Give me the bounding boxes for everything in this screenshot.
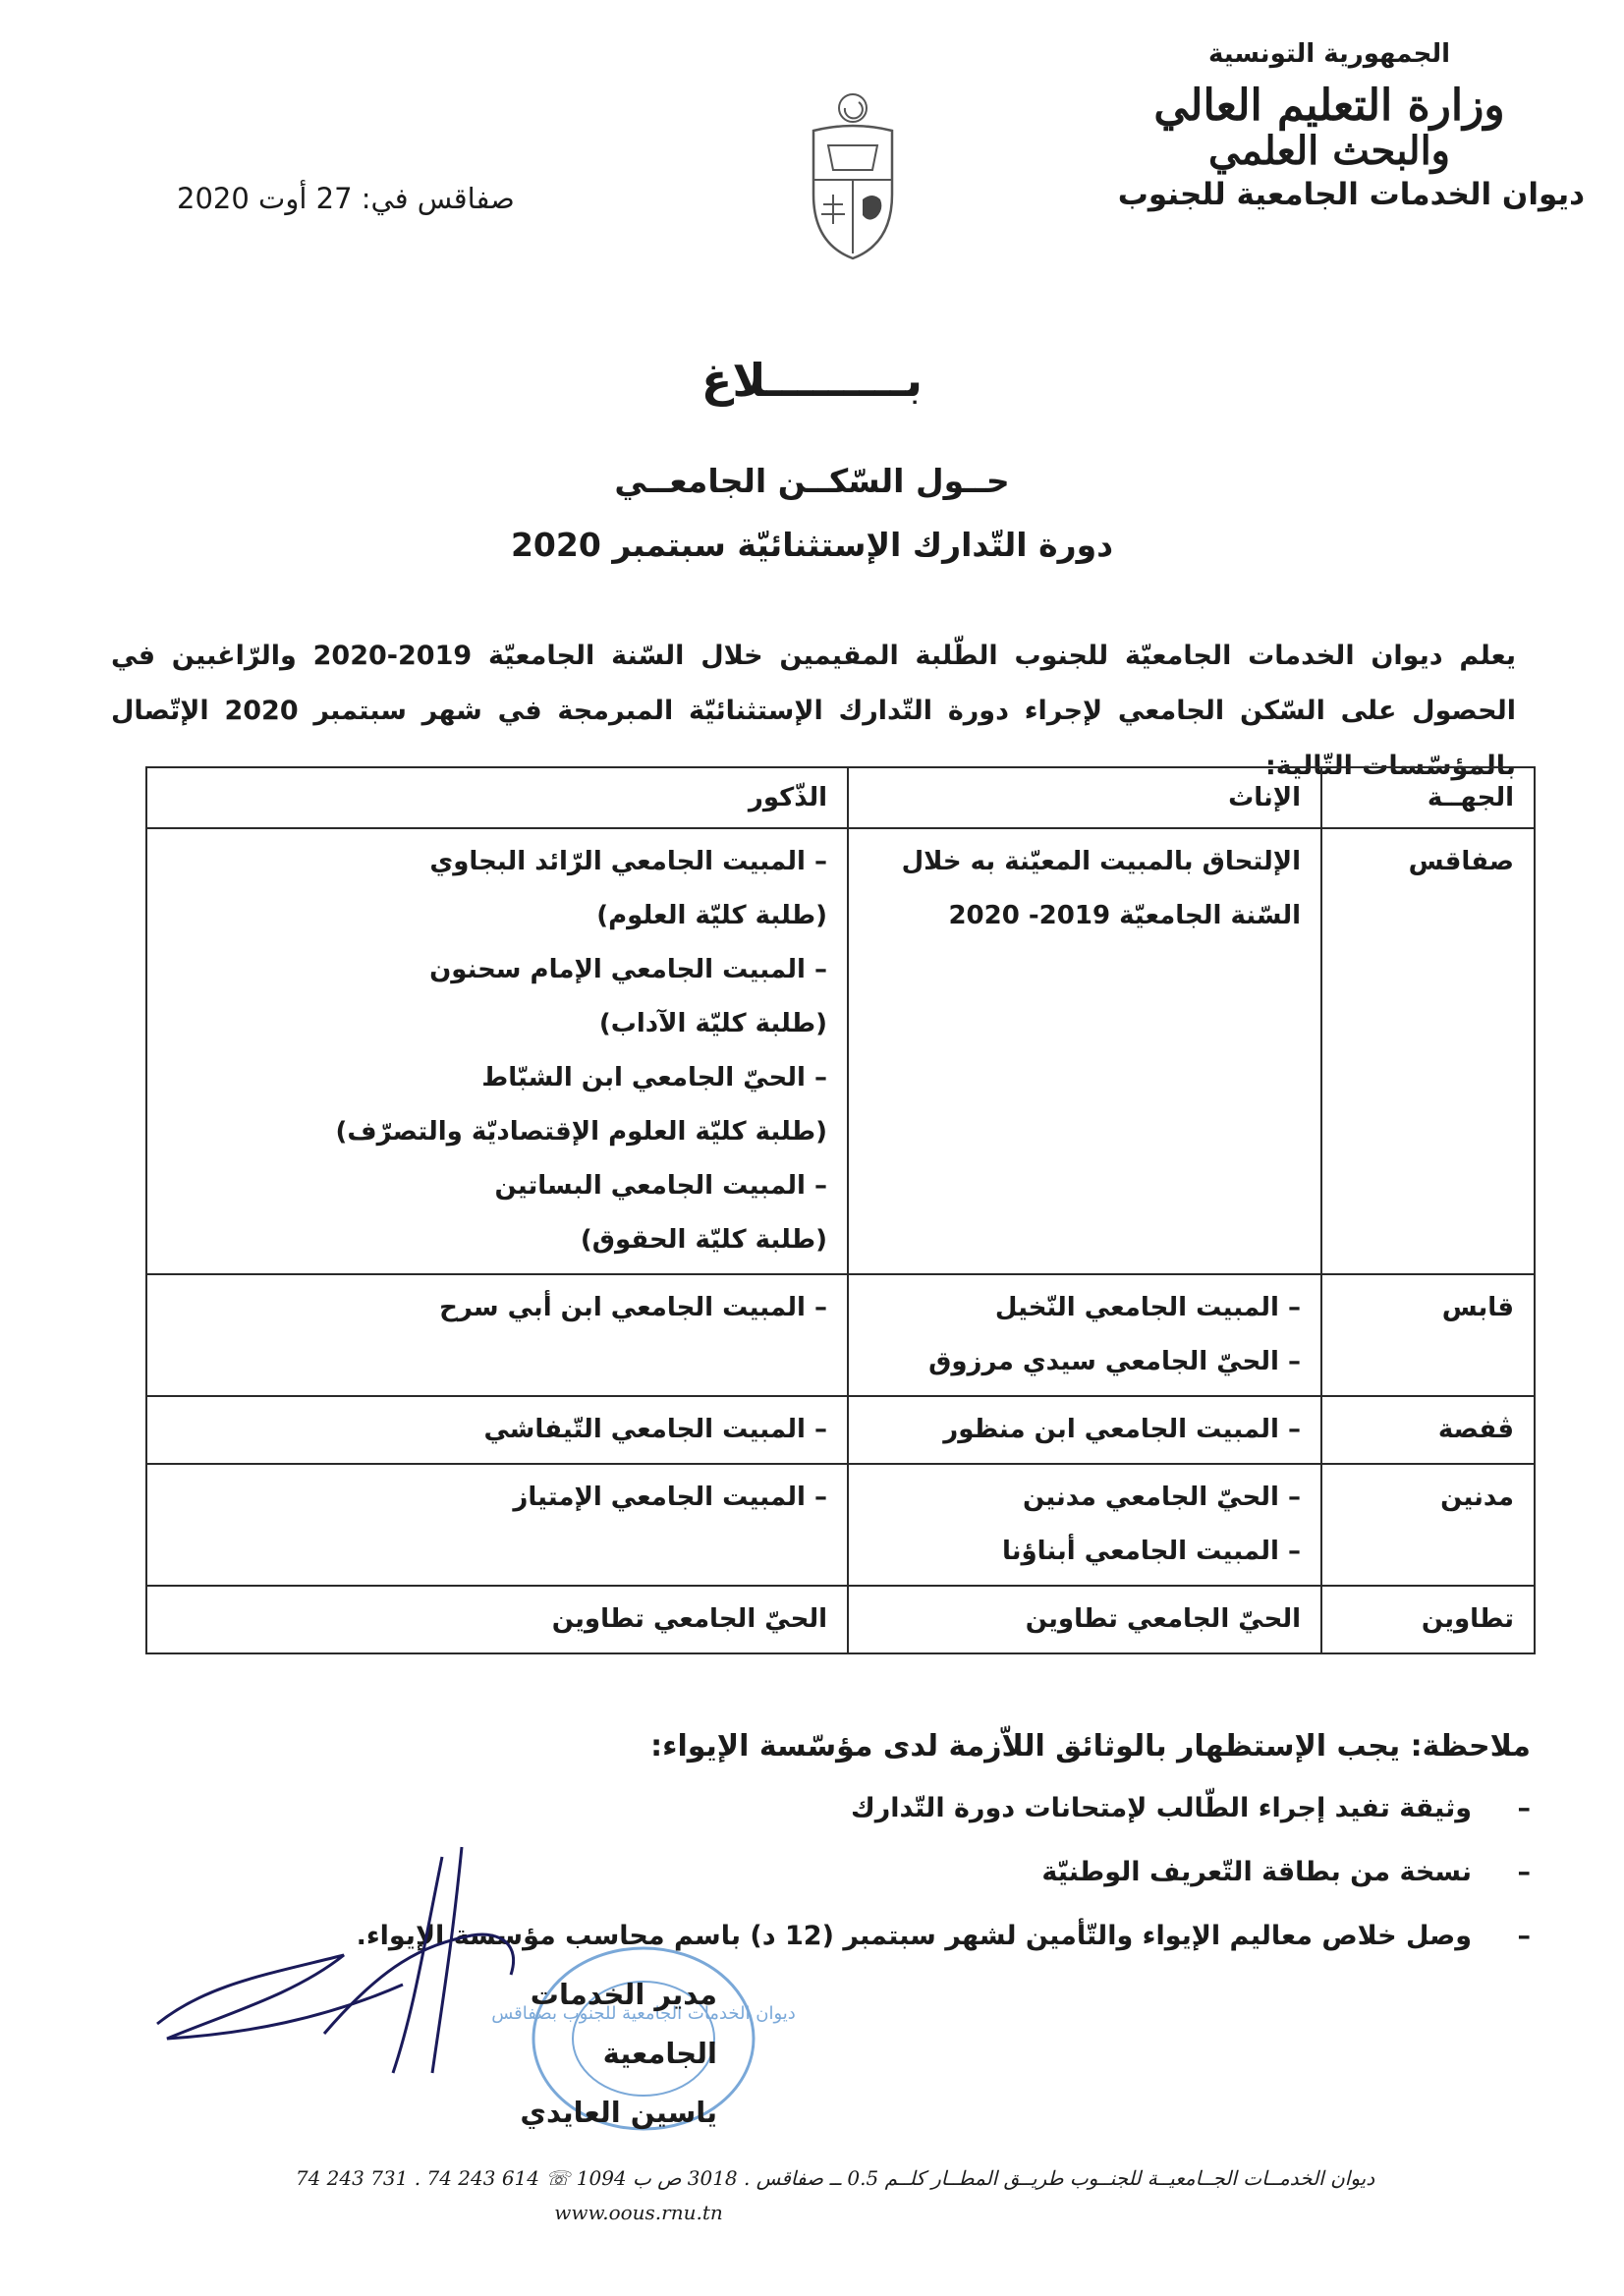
header-female: الإناث bbox=[848, 767, 1321, 828]
male-cell bbox=[146, 1464, 848, 1586]
notice-title: بـــــــــلاغ bbox=[700, 354, 924, 407]
female-line: الحيّ الجامعي تطاوين bbox=[1025, 1604, 1301, 1634]
female-line: – المبيت الجامعي النّخيل bbox=[994, 1293, 1301, 1322]
male-line: (طلبة كليّة الحقوق) bbox=[580, 1225, 827, 1255]
male-line: – الحيّ الجامعي ابن الشبّاط bbox=[481, 1063, 827, 1092]
male-line: الحيّ الجامعي تطاوين bbox=[551, 1604, 827, 1634]
male-line: (طلبة كليّة العلوم الإقتصاديّة والتصرّف) bbox=[335, 1117, 827, 1147]
header-region: الجهــة bbox=[1321, 767, 1535, 828]
footer-website: www.oous.rnu.tn bbox=[554, 2201, 723, 2224]
note-heading: ملاحظة: يجب الإستظهار بالوثائق اللاّزمة لدى مؤسّسة الإيواء: bbox=[650, 1729, 1531, 1764]
ministry-header bbox=[1074, 39, 1585, 212]
male-line: – المبيت الجامعي التّيفاشي bbox=[483, 1415, 827, 1444]
male-line: (طلبة كليّة العلوم) bbox=[596, 901, 827, 930]
list-item: –وثيقة تفيد إجراء الطّالب لإمتحانات دورة التّدارك bbox=[851, 1793, 1531, 1823]
female-line: الإلتحاق بالمبيت المعيّنة به خلال bbox=[901, 847, 1301, 876]
coat-of-arms-icon bbox=[794, 86, 912, 263]
female-cell bbox=[848, 1464, 1321, 1586]
list-item-text: وصل خلاص معاليم الإيواء والتّأمين لشهر سبتمبر (12 د) باسم محاسب مؤسسة الإيواء. bbox=[356, 1921, 1472, 1951]
region-cell: مدنين bbox=[1321, 1464, 1535, 1586]
residence-table bbox=[145, 766, 1536, 1654]
notice-subject: حــول السّكــن الجامعــي bbox=[614, 462, 1010, 500]
table-row bbox=[146, 1274, 1535, 1396]
list-item: –نسخة من بطاقة التّعريف الوطنيّة bbox=[1041, 1857, 1531, 1887]
male-line: – المبيت الجامعي البساتين bbox=[494, 1171, 827, 1201]
female-cell bbox=[848, 1586, 1321, 1653]
issue-date: صفاقس في: 27 أوت 2020 bbox=[177, 182, 515, 215]
region-cell: صفاقس bbox=[1321, 828, 1535, 1274]
ministry-line-2: والبحث العلمي bbox=[1207, 128, 1450, 174]
republic-label: الجمهورية التونسية bbox=[1207, 39, 1451, 69]
list-item-text: وثيقة تفيد إجراء الطّالب لإمتحانات دورة التّدارك bbox=[851, 1793, 1472, 1823]
male-cell bbox=[146, 1586, 848, 1653]
male-cell bbox=[146, 1396, 848, 1464]
female-line: – الحيّ الجامعي مدنين bbox=[1022, 1483, 1301, 1512]
header-male: الذّكور bbox=[146, 767, 848, 828]
male-line: – المبيت الجامعي الرّائد البجاوي bbox=[429, 847, 827, 876]
female-line: السّنة الجامعيّة 2019- 2020 bbox=[948, 901, 1301, 930]
female-line: – المبيت الجامعي ابن منظور bbox=[943, 1415, 1301, 1444]
female-cell bbox=[848, 1396, 1321, 1464]
list-item-text: نسخة من بطاقة التّعريف الوطنيّة bbox=[1041, 1857, 1472, 1887]
female-line: – المبيت الجامعي أبناؤنا bbox=[1001, 1537, 1301, 1566]
list-item: –وصل خلاص معاليم الإيواء والتّأمين لشهر سبتمبر (12 د) باسم محاسب مؤسسة الإيواء. bbox=[356, 1921, 1531, 1951]
female-line: – الحيّ الجامعي سيدي مرزوق bbox=[928, 1347, 1301, 1376]
footer-address: ديوان الخدمــات الجــامعيــة للجنــوب طريــق المطــار كلــم 0.5 ــ صفاقس . 3018 ص ب 1094 ☏ 614 243 74 . 731 243 74 bbox=[295, 2166, 1375, 2190]
table-row bbox=[146, 1396, 1535, 1464]
female-cell bbox=[848, 828, 1321, 1274]
male-line: – المبيت الجامعي ابن أبي سرح bbox=[439, 1293, 827, 1322]
male-cell bbox=[146, 828, 848, 1274]
table-row bbox=[146, 1464, 1535, 1586]
office-name: ديوان الخدمات الجامعية للجنوب bbox=[1117, 177, 1585, 212]
table-row bbox=[146, 828, 1535, 1274]
region-cell: ڨفصة bbox=[1321, 1396, 1535, 1464]
signatory-title: مدير الخدمات الجامعية bbox=[530, 1978, 717, 2070]
region-cell: قابس bbox=[1321, 1274, 1535, 1396]
table-row bbox=[146, 1586, 1535, 1653]
session-title: دورة التّدارك الإستثنائيّة سبتمبر 2020 bbox=[510, 526, 1114, 564]
male-cell bbox=[146, 1274, 848, 1396]
signature-block bbox=[511, 1965, 717, 2142]
female-cell bbox=[848, 1274, 1321, 1396]
male-line: – المبيت الجامعي الإمتياز bbox=[513, 1483, 827, 1512]
table-header-row bbox=[146, 767, 1535, 828]
signatory-name: ياسين العايدي bbox=[520, 2096, 717, 2129]
male-line: (طلبة كليّة الآداب) bbox=[598, 1009, 827, 1038]
stamp-text: ديوان الخدمات الجامعية للجنوب بصفاقس bbox=[491, 2003, 796, 2024]
region-cell: تطاوين bbox=[1321, 1586, 1535, 1653]
intro-paragraph: يعلم ديوان الخدمات الجامعيّة للجنوب الطّلبة المقيمين خلال السّنة الجامعيّة 2019-2020 والرّاغبين في الحصول على السّكن الجامعي لإجراء دورة التّدارك الإستثنائيّة المبرمجة في شهر سبتمبر 2020 الإتّصال بالمؤسّسات التّالية: bbox=[111, 641, 1516, 781]
male-line: – المبيت الجامعي الإمام سحنون bbox=[429, 955, 827, 984]
ministry-line-1: وزارة التعليم العالي bbox=[1153, 81, 1505, 131]
